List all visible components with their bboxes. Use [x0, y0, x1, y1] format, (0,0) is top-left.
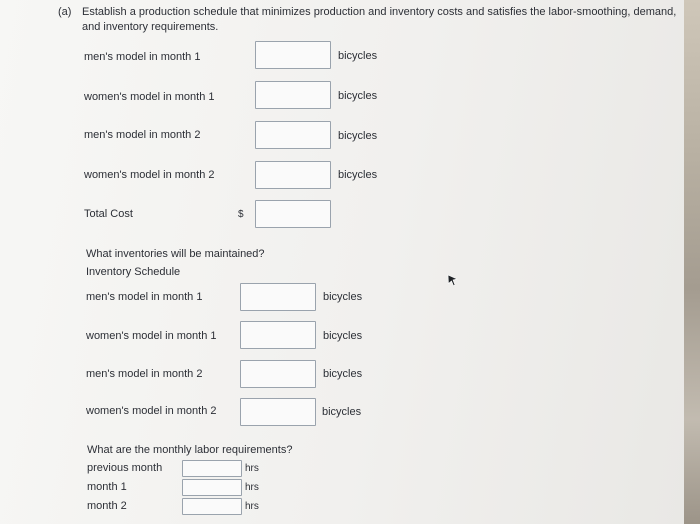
production-unit-2: bicycles	[338, 90, 378, 102]
inventory-unit-2: bicycles	[323, 330, 363, 342]
production-label-men-month-1: men's model in month 1	[84, 51, 201, 63]
inventory-label-men-month-2: men's model in month 2	[86, 368, 203, 380]
total-cost-label: Total Cost	[84, 208, 133, 220]
production-input-men-month-2[interactable]	[255, 121, 331, 149]
production-label-women-month-1: women's model in month 1	[84, 91, 215, 103]
labor-label-month-1: month 1	[87, 481, 127, 493]
production-label-women-month-2: women's model in month 2	[84, 169, 215, 181]
inventory-input-men-month-2[interactable]	[240, 360, 316, 388]
production-input-women-month-1[interactable]	[255, 81, 331, 109]
total-cost-input[interactable]	[255, 200, 331, 228]
production-unit-3: bicycles	[338, 130, 378, 142]
labor-label-month-2: month 2	[87, 500, 127, 512]
inventory-input-men-month-1[interactable]	[240, 283, 316, 311]
labor-input-month-1[interactable]	[182, 479, 242, 496]
inventory-label-men-month-1: men's model in month 1	[86, 291, 203, 303]
part-label: (a)	[58, 6, 72, 18]
inventory-question: What inventories will be maintained?	[86, 248, 265, 260]
labor-label-previous-month: previous month	[87, 462, 163, 474]
inventory-input-women-month-2[interactable]	[240, 398, 316, 426]
production-input-women-month-2[interactable]	[255, 161, 331, 189]
labor-input-previous-month[interactable]	[182, 460, 242, 477]
currency-symbol: $	[238, 209, 244, 220]
mouse-pointer-icon	[447, 274, 459, 288]
inventory-heading: Inventory Schedule	[86, 266, 181, 278]
production-input-men-month-1[interactable]	[255, 41, 331, 69]
labor-unit-3: hrs	[245, 501, 259, 512]
labor-input-month-2[interactable]	[182, 498, 242, 515]
inventory-unit-1: bicycles	[323, 291, 363, 303]
inventory-unit-4: bicycles	[322, 406, 362, 418]
inventory-input-women-month-1[interactable]	[240, 321, 316, 349]
background-edge	[684, 0, 700, 524]
labor-question: What are the monthly labor requirements?	[87, 444, 293, 456]
production-label-men-month-2: men's model in month 2	[84, 129, 201, 141]
inventory-unit-3: bicycles	[323, 368, 363, 380]
inventory-label-women-month-1: women's model in month 1	[86, 330, 217, 342]
production-unit-1: bicycles	[338, 50, 378, 62]
production-unit-4: bicycles	[338, 169, 378, 181]
labor-unit-2: hrs	[245, 482, 259, 493]
labor-unit-1: hrs	[245, 463, 259, 474]
inventory-label-women-month-2: women's model in month 2	[86, 405, 217, 417]
prompt-text: Establish a production schedule that minimizes production and inventory costs and satisfies the labor-smoothing, demand, and inventory requirements.	[82, 6, 677, 33]
